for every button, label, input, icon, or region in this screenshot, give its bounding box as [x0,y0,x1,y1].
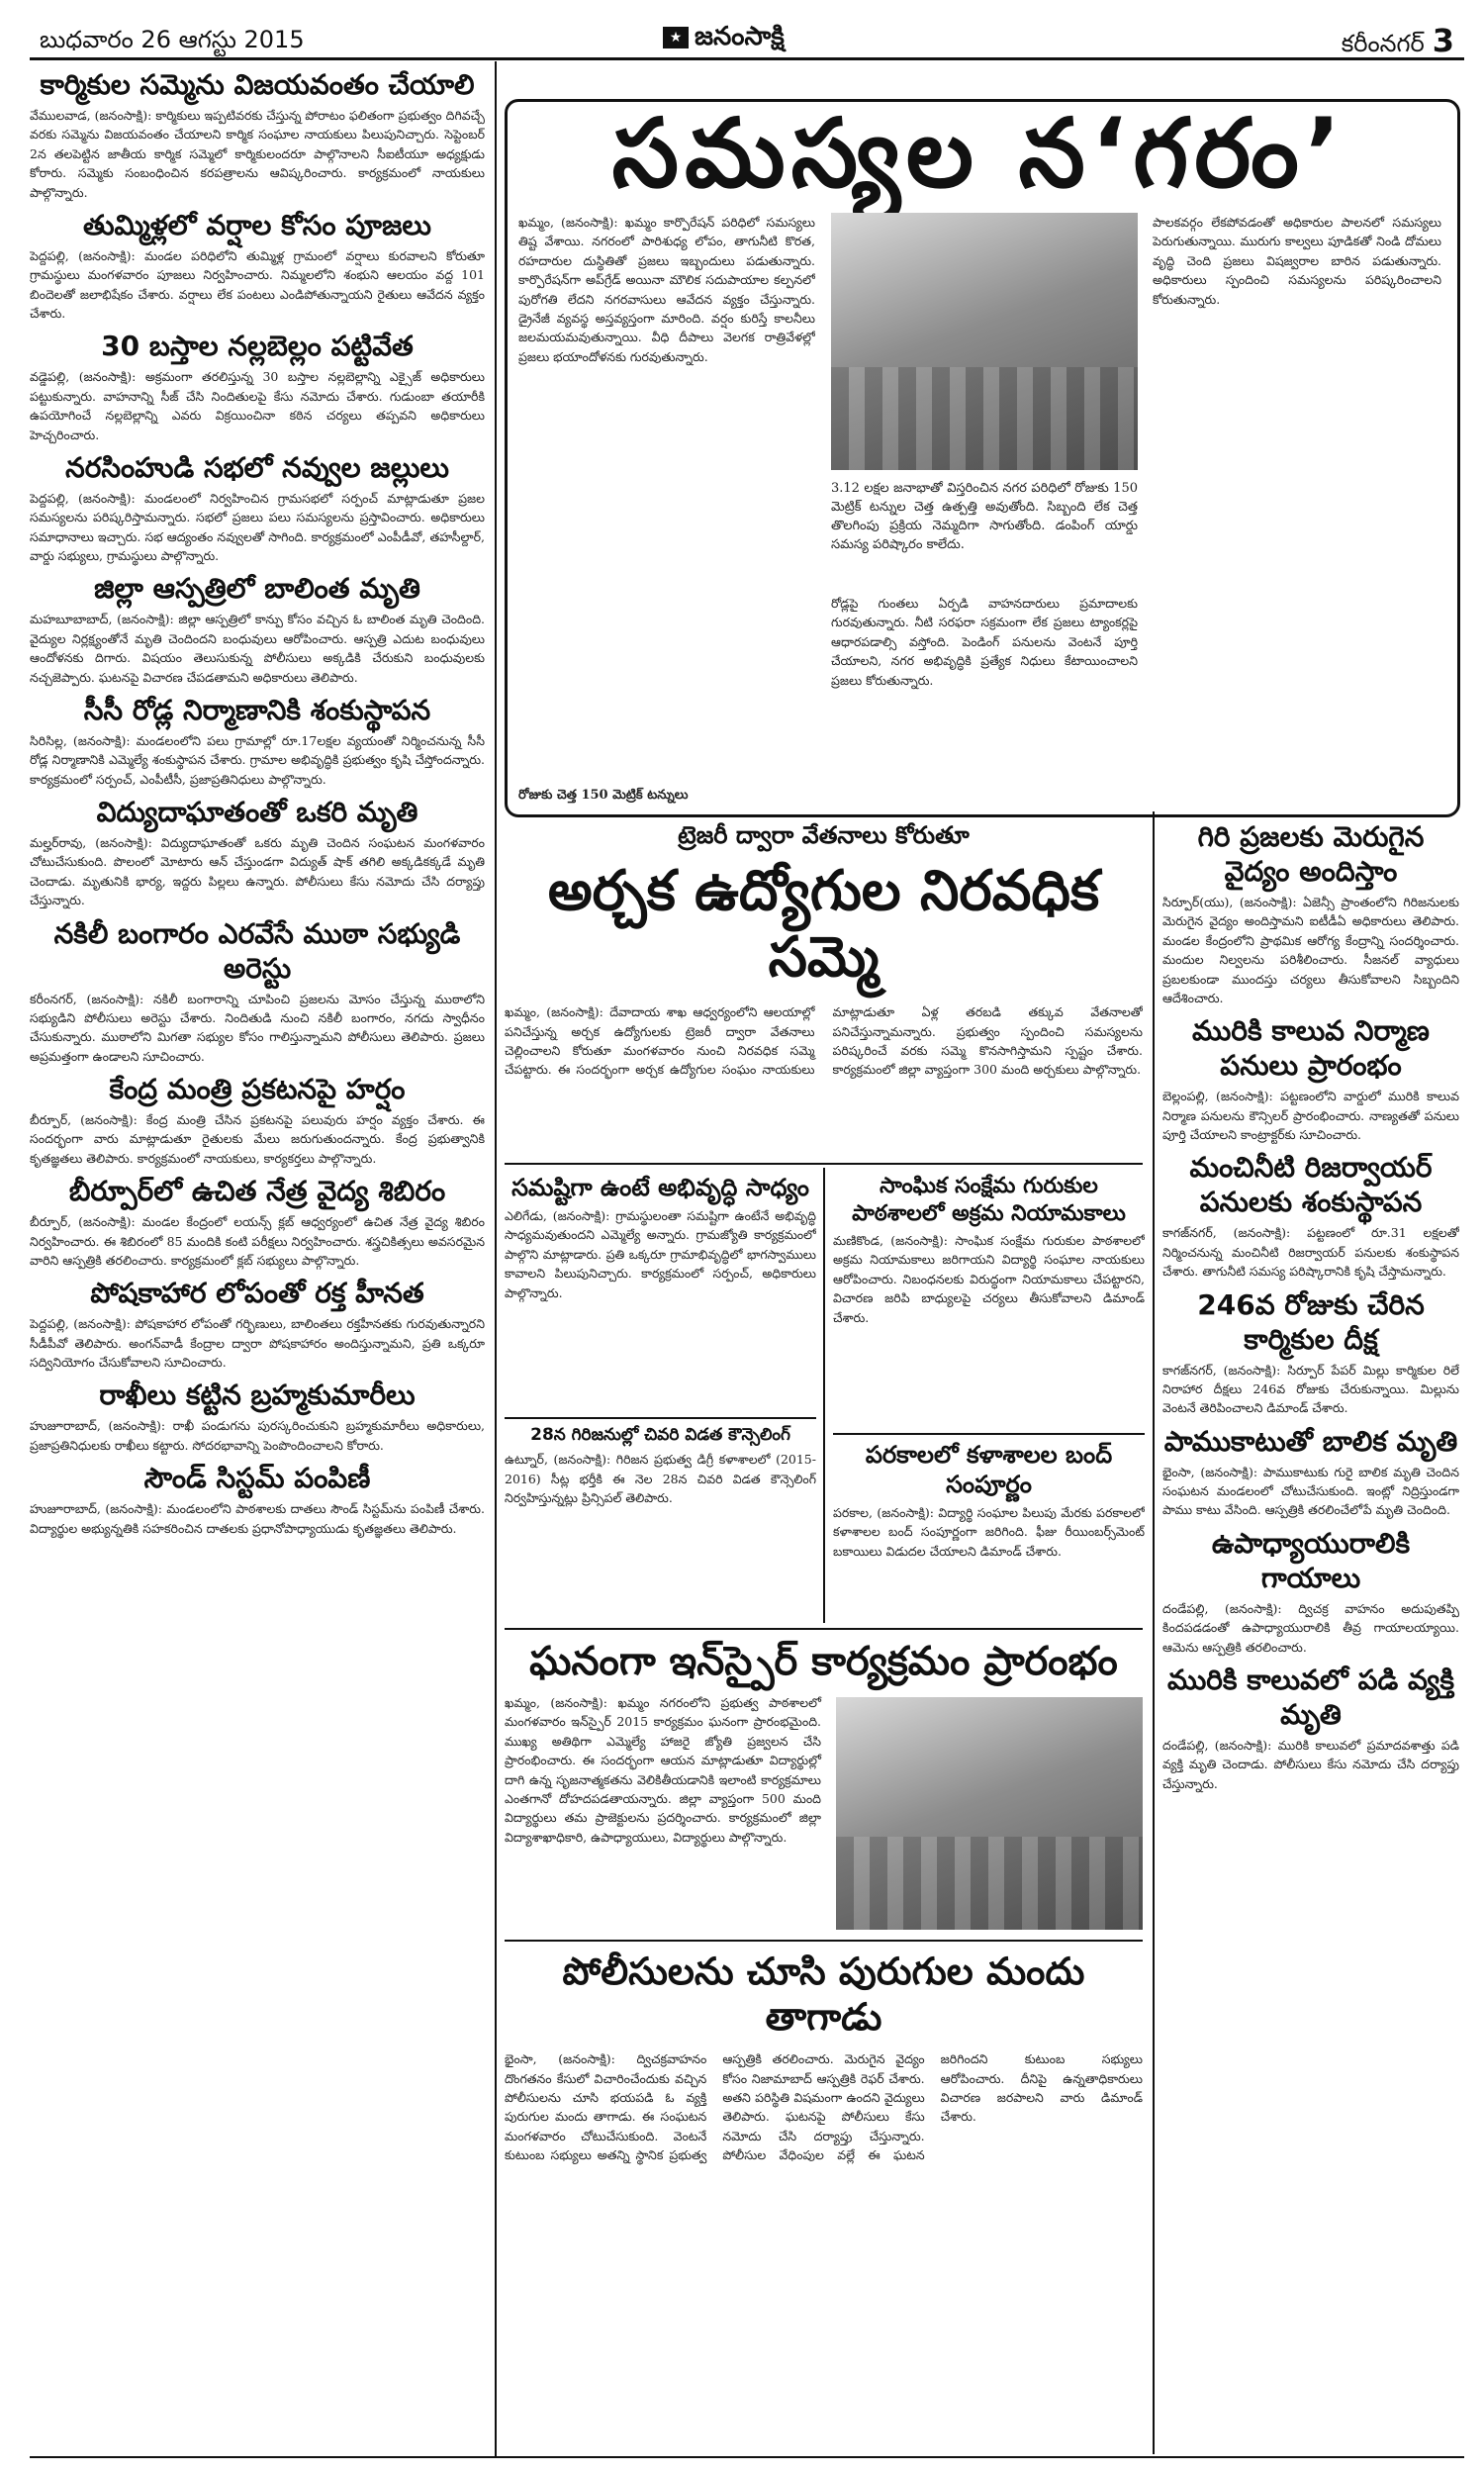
lead-body-3: పాలకవర్గం లేకపోవడంతో అధికారుల పాలనలో సమస్యలు పెరుగుతున్నాయి. మురుగు కాల్వలు పూడికతో నిండి దోమలు వృద్ధి చెంది ప్రజలు విషజ్వరాల బారిన పడుతున్నారు. అధికారులు స్పందించి సమస్యలను పరిష్కరించాలని కోరుతున్నారు. [1153,215,1441,307]
headline: మురికి కాలువలో పడి వ్యక్తి మృతి [1167,1663,1454,1731]
article [1162,1663,1459,1793]
article [30,67,485,202]
headline: తుమ్మిళ్లలో వర్షాల కోసం పూజలు [83,208,431,241]
inspire-photo [836,1697,1143,1930]
article-body: భైంసా, (జనంసాక్షి): ద్విచక్రవాహనం దొంగతనం కేసులో విచారించేందుకు వచ్చిన పోలీసులను చూసి భయపడి ఓ వ్యక్తి పురుగుల మందు తాగాడు. ఈ సంఘటన మంగళవారం చోటుచేసుకుంది. వెంటనే కుటుంబ సభ్యులు అతన్ని స్థానిక ప్రభుత్వ ఆస్పత్రికి తరలించారు. మెరుగైన వైద్యం కోసం నిజామాబాద్ ఆస్పత్రికి రెఫర్ చేశారు. అతని పరిస్థితి విషమంగా ఉందని వైద్యులు తెలిపారు. ఘటనపై పోలీసులు కేసు నమోదు చేసి దర్యాప్తు చేస్తున్నారు. పోలీసుల వేధింపుల వల్లే ఈ ఘటన జరిగిందని కుటుంబ సభ్యులు ఆరోపించారు. దీనిపై ఉన్నతాధికారులు విచారణ జరపాలని వారు డిమాండ్ చేశారు. [505,2051,1143,2163]
article [30,1174,485,1270]
article [1162,1150,1459,1281]
article [30,571,485,687]
article-body: మల్హర్‌రావు, (జనంసాక్షి): విద్యుదాఘాతంతో ఒకరు మృతి చెందిన సంఘటన మంగళవారం చోటుచేసుకుంది. పొలంలో మోటారు ఆన్ చేస్తుండగా విద్యుత్ షాక్ తగిలి అక్కడికక్కడే మృతి చెందాడు. మృతునికి భార్య, ఇద్దరు పిల్లలు ఉన్నారు. పోలీసులు కేసు నమోదు చేసి దర్యాప్తు చేస్తున్నారు. [30,835,485,908]
headline: కేంద్ర మంత్రి ప్రకటనపై హర్షం [109,1073,406,1105]
article-body: సిర్పూర్(యు), (జనంసాక్షి): ఏజెన్సీ ప్రాంతంలోని గిరిజనులకు మెరుగైన వైద్యం అందిస్తామని ఐటీడీఏ అధికారులు తెలిపారు. మండల కేంద్రంలోని ప్రాథమిక ఆరోగ్య కేంద్రాన్ని సందర్శించారు. మందుల నిల్వలను పరిశీలించారు. సీజనల్ వ్యాధులు ప్రబలకుండా ముందస్తు చర్యలు తీసుకోవాలని సిబ్బందిని ఆదేశించారు. [1162,895,1459,1005]
headline: కార్మికుల సమ్మెను విజయవంతం చేయాలి [40,68,475,101]
article [30,1276,485,1372]
article-body: దండేపల్లి, (జనంసాక్షి): మురికి కాలువలో ప్రమాదవశాత్తు పడి వ్యక్తి మృతి చెందాడు. పోలీసులు కేసు నమోదు చేసి దర్యాప్తు చేస్తున్నారు. [1162,1737,1459,1791]
article [1162,1013,1459,1144]
headline: నరసింహుడి సభలో నవ్వుల జల్లులు [65,450,449,484]
headline: రాఖీలు కట్టిన బ్రహ్మకుమారీలు [99,1379,416,1412]
article-body: సిరిసిల్ల, (జనంసాక్షి): మండలంలోని పలు గ్రామాల్లో రూ.17లక్షల వ్యయంతో నిర్మించనున్న సీసీ రోడ్ల నిర్మాణానికి ఎమ్మెల్యే శంకుస్థాపన చేశారు. గ్రామాల అభివృద్ధికి ప్రభుత్వం కృషి చేస్తోందన్నారు. కార్యక్రమంలో సర్పంచ్, ఎంపీటీసీ, ప్రజాప్రతినిధులు పాల్గొన్నారు. [30,732,485,787]
article [30,1072,485,1168]
headline: ఘనంగా ఇన్‌స్పైర్ కార్యక్రమం ప్రారంభం [529,1639,1118,1684]
police-story [505,1950,1143,2454]
lead-headline: సమస్యల న‘గరం’ [611,98,1347,209]
article-body: భైంసా, (జనంసాక్షి): పాముకాటుకు గురై బాలిక మృతి చెందిన సంఘటన మండలంలో చోటుచేసుకుంది. ఇంట్లో నిద్రిస్తుండగా పాము కాటు వేసింది. ఆస్పత్రికి తరలించేలోపే మృతి చెందింది. [1162,1464,1459,1518]
headline: జిల్లా ఆస్పత్రిలో బాలింత మృతి [94,572,420,606]
issue-date: బుధవారం 26 ఆగస్టు 2015 [40,26,305,53]
article [505,1425,816,1623]
headline: 30 బస్తాల నల్లబెల్లం పట్టివేత [101,330,414,363]
article [30,1378,485,1455]
lead-body-2: రోడ్లపై గుంతలు ఏర్పడి వాహనదారులు ప్రమాదాలకు గురవుతున్నారు. నీటి సరఫరా సక్రమంగా లేక ప్రజలు ట్యాంకర్లపై ఆధారపడాల్సి వస్తోంది. పెండింగ్ పనులను వెంటనే పూర్తి చేయాలని, నగర అభివృద్ధికి ప్రత్యేక నిధులు కేటాయించాలని ప్రజలు కోరుతున్నారు. [831,596,1138,688]
article [833,1440,1145,1623]
article-body: మహబూబాబాద్, (జనంసాక్షి): జిల్లా ఆస్పత్రిలో కాన్పు కోసం వచ్చిన ఓ బాలింత మృతి చెందింది. వైద్యుల నిర్లక్ష్యంతోనే మృతి చెందిందని బంధువులు ఆరోపించారు. ఆస్పత్రి ఎదుట బంధువులు ఆందోళనకు దిగారు. విషయం తెలుసుకున్న పోలీసులు అక్కడికి చేరుకుని బంధువులకు నచ్చజెప్పారు. ఘటనపై విచారణ చేపడతామని అధికారులు తెలిపారు. [30,612,485,685]
article-body: కాగజ్‌నగర్, (జనంసాక్షి): సిర్పూర్ పేపర్ మిల్లు కార్మికుల రిలే నిరాహార దీక్షలు 246వ రోజుకు చేరుకున్నాయి. మిల్లును వెంటనే తెరిపించాలని డిమాండ్ చేశారు. [1162,1362,1459,1416]
article-body: పరకాల, (జనంసాక్షి): విద్యార్థి సంఘాల పిలుపు మేరకు పరకాలలో కళాశాలల బంద్ సంపూర్ణంగా జరిగింది. ఫీజు రీయింబర్స్‌మెంట్ బకాయిలు విడుదల చేయాలని డిమాండ్ చేశారు. [833,1505,1145,1559]
headline: అర్చక ఉద్యోగుల నిరవధిక సమ్మె [547,858,1100,990]
headline: బీర్పూర్‌లో ఉచిత నేత్ర వైద్య శిబిరం [68,1175,446,1208]
article-body: దండేపల్లి, (జనంసాక్షి): ద్విచక్ర వాహనం అదుపుతప్పి కిందపడడంతో ఉపాధ్యాయురాలికి తీవ్ర గాయాలయ్యాయి. ఆమెను ఆస్పత్రికి తరలించారు. [1162,1600,1459,1655]
article-body: వడ్డెపల్లి, (జనంసాక్షి): అక్రమంగా తరలిస్తున్న 30 బస్తాల నల్లబెల్లాన్ని ఎక్సైజ్ అధికారులు పట్టుకున్నారు. వాహనాన్ని సీజ్ చేసి నిందితులపై కేసు నమోదు చేశారు. గుడుంబా తయారీకి ఉపయోగించే నల్లబెల్లాన్ని ఎవరు విక్రయించినా కఠిన చర్యలు తప్పవని అధికారులు హెచ్చరించారు. [30,369,485,442]
article-body: పెద్దపల్లి, (జనంసాక్షి): పోషకాహార లోపంతో గర్భిణులు, బాలింతలు రక్తహీనతకు గురవుతున్నారని సీడీపీవో తెలిపారు. అంగన్‌వాడీ కేంద్రాల ద్వారా పోషకాహారం అందిస్తున్నామని, ప్రతి ఒక్కరూ సద్వినియోగం చేసుకోవాలని సూచించారు. [30,1316,485,1370]
headline: సీసీ రోడ్ల నిర్మాణానికి శంకుస్థాపన [83,693,431,726]
article-body: బీర్పూర్, (జనంసాక్షి): మండల కేంద్రంలో లయన్స్ క్లబ్ ఆధ్వర్యంలో ఉచిత నేత్ర వైద్య శిబిరం నిర్వహించారు. ఈ శిబిరంలో 85 మందికి కంటి పరీక్షలు నిర్వహించారు. శస్త్రచికిత్సలు అవసరమైన వారిని ఆస్పత్రికి తరలించారు. కార్యక్రమంలో క్లబ్ సభ్యులు పాల్గొన్నారు. [30,1214,485,1268]
article [30,450,485,566]
headline: మంచినీటి రిజర్వాయర్ పనులకు శంకుస్థాపన [1189,1151,1433,1219]
article [1162,1424,1459,1520]
headline: సమష్టిగా ఉంటే అభివృద్ధి సాధ్యం [511,1174,809,1201]
headline: సౌండ్ సిస్టమ్ పంపిణీ [143,1462,371,1495]
article [1162,819,1459,1007]
article-body: హుజూరాబాద్, (జనంసాక్షి): రాఖీ పండుగను పురస్కరించుకుని బ్రహ్మకుమారీలు అధికారులు, ప్రజాప్రతినిధులకు రాఖీలు కట్టారు. సోదరభావాన్ని పెంపొందించాలని కోరారు. [30,1418,485,1453]
lead-body-1: ఖమ్మం, (జనంసాక్షి): ఖమ్మం కార్పొరేషన్ పరిధిలో సమస్యలు తిష్ట వేశాయి. నగరంలో పారిశుధ్య లోపం, తాగునీటి కొరత, రహదారుల దుస్థితితో ప్రజలు ఇబ్బందులు పడుతున్నారు. కార్పొరేషన్‌గా అప్‌గ్రేడ్ అయినా మౌలిక సదుపాయాల కల్పనలో పురోగతి లేదని నగరవాసులు ఆవేదన వ్యక్తం చేస్తున్నారు. డ్రైనేజీ వ్యవస్థ అస్తవ్యస్తంగా మారింది. వర్షం కురిస్తే కాలనీలు జలమయమవుతున్నాయి. వీధి దీపాలు వెలగక రాత్రివేళల్లో ప్రజలు భయాందోళనకు గురవుతున్నారు. [518,215,815,364]
headline: మురికి కాలువ నిర్మాణ పనులు ప్రారంభం [1192,1014,1430,1083]
section-name: కరీంనగర్ [1341,30,1425,57]
article [30,329,485,444]
headline: పోలీసులను చూసి పురుగుల మందు తాగాడు [562,1950,1085,2039]
article-body: పెద్దపల్లి, (జనంసాక్షి): మండలంలో నిర్వహించిన గ్రామసభలో సర్పంచ్ మాట్లాడుతూ ప్రజల సమస్యలను పరిష్కరిస్తామన్నారు. సభలో ప్రజలు పలు సమస్యలను ప్రస్తావించారు. అధికారులు సమాధానాలు ఇచ్చారు. సభ ఆద్యంతం నవ్వులతో సాగింది. కార్యక్రమంలో ఎంపీడీవో, తహసీల్దార్, వార్డు సభ్యులు, గ్రామస్థులు పాల్గొన్నారు. [30,490,485,563]
article [30,693,485,789]
article-body: పెద్దపల్లి, (జనంసాక్షి): మండల పరిధిలోని తుమ్మిళ్ల గ్రామంలో వర్షాలు కురవాలని కోరుతూ గ్రామస్థులు మంగళవారం పూజలు నిర్వహించారు. నిమ్మలలోని శంభుని ఆలయం వద్ద 101 బిందెలతో జలాభిషేకం చేశారు. వర్షాలు లేక పంటలు ఎండిపోతున్నాయని రైతులు ఆవేదన వ్యక్తం చేశారు. [30,247,485,321]
headline: 246వ రోజుకు చేరిన కార్మికుల దీక్ష [1197,1287,1425,1356]
article-body: ఖమ్మం, (జనంసాక్షి): ఖమ్మం నగరంలోని ప్రభుత్వ పాఠశాలలో మంగళవారం ఇన్‌స్పైర్ 2015 కార్యక్రమం ఘనంగా ప్రారంభమైంది. ముఖ్య అతిథిగా ఎమ్మెల్యే హాజరై జ్యోతి ప్రజ్వలన చేసి ప్రారంభించారు. ఈ సందర్భంగా ఆయన మాట్లాడుతూ విద్యార్థుల్లో దాగి ఉన్న సృజనాత్మకతను వెలికితీయడానికి ఇలాంటి కార్యక్రమాలు ఎంతగానో దోహదపడతాయన్నారు. జిల్లా వ్యాప్తంగా 500 మంది విద్యార్థులు తమ ప్రాజెక్టులను ప్రదర్శించారు. కార్యక్రమంలో జిల్లా విద్యాశాఖాధికారి, ఉపాధ్యాయులు, విద్యార్థులు పాల్గొన్నారు. [505,1695,821,1845]
headline: సాంఘిక సంక్షేమ గురుకుల పాఠశాలలో అక్రమ నియామకాలు [852,1174,1126,1226]
headline: పరకాలలో కళాశాలల బంద్ సంపూర్ణం [865,1441,1113,1498]
masthead [663,22,785,57]
article [505,1173,816,1415]
article [1162,1287,1459,1418]
article-body: మణికొండ, (జనంసాక్షి): సాంఘిక సంక్షేమ గురుకుల పాఠశాలలో అక్రమ నియామకాలు జరిగాయని విద్యార్థి సంఘాల నాయకులు ఆరోపించారు. నిబంధనలకు విరుద్ధంగా నియామకాలు చేపట్టారని, విచారణ జరిపి బాధ్యులపై చర్యలు తీసుకోవాలని డిమాండ్ చేశారు. [833,1233,1145,1325]
archaka-story [505,821,1143,1158]
headline: గిరి ప్రజలకు మెరుగైన వైద్యం అందిస్తాం [1197,820,1425,888]
right-column [1162,819,1459,2457]
article-body: ఎలిగేడు, (జనంసాక్షి): గ్రామస్థులంతా సమష్టిగా ఉంటేనే అభివృద్ధి సాధ్యమవుతుందని ఎమ్మెల్యే అన్నారు. గ్రామజ్యోతి కార్యక్రమంలో పాల్గొని మాట్లాడారు. ప్రతి ఒక్కరూ గ్రామాభివృద్ధిలో భాగస్వాములు కావాలని పిలుపునిచ్చారు. కార్యక్రమంలో సర్పంచ్, అధికారులు పాల్గొన్నారు. [505,1208,816,1300]
headline: విద్యుదాఘాతంతో ఒకరి మృతి [96,796,418,828]
article [30,916,485,1067]
masthead-logo-icon: ★ [663,27,689,48]
headline: నకిలీ బంగారం ఎరవేసే ముఠా సభ్యుడి అరెస్టు [53,916,461,985]
article [30,795,485,910]
article [30,208,485,324]
section-label [1342,22,1454,63]
article [1162,1526,1459,1657]
photo-caption: 3.12 లక్షల జనాభాతో విస్తరించిన నగర పరిధిలో రోజుకు 150 మెట్రిక్ టన్నుల చెత్త ఉత్పత్తి అవుతోంది. సిబ్బంది లేక చెత్త తొలగింపు ప్రక్రియ నెమ్మదిగా సాగుతోంది. డంపింగ్ యార్డు సమస్య పరిష్కారం కాలేదు. [831,481,1138,552]
headline: ఉపాధ్యాయురాలికి గాయాలు [1211,1526,1411,1594]
masthead-title: జనంసాక్షి [695,22,785,51]
article-body: కరీంనగర్, (జనంసాక్షి): నకిలీ బంగారాన్ని చూపించి ప్రజలను మోసం చేస్తున్న ముఠాలోని సభ్యుడిని పోలీసులు అరెస్టు చేశారు. నిందితుడి నుంచి నకిలీ బంగారం, నగదు స్వాధీనం చేసుకున్నారు. ముఠాలోని మిగతా సభ్యుల కోసం గాలిస్తున్నామని పోలీసులు తెలిపారు. ప్రజలు అప్రమత్తంగా ఉండాలని సూచించారు. [30,991,485,1064]
article-body: ఉట్నూర్, (జనంసాక్షి): గిరిజన ప్రభుత్వ డిగ్రీ కళాశాలలో (2015-2016) సీట్ల భర్తీకి ఈ నెల 28న చివరి విడత కౌన్సెలింగ్ నిర్వహిస్తున్నట్లు ప్రిన్సిపల్ తెలిపారు. [505,1452,816,1505]
article-body: హుజూరాబాద్, (జనంసాక్షి): మండలంలోని పాఠశాలకు దాతలు సౌండ్ సిస్టమ్‌ను పంపిణీ చేశారు. విద్యార్థుల అభ్యున్నతికి సహకరించిన దాతలకు ప్రధానోపాధ్యాయుడు కృతజ్ఞతలు తెలిపారు. [30,1501,485,1536]
city-photo [831,213,1138,470]
page-header [30,18,1464,60]
left-column [30,67,485,2457]
article-body: బీర్పూర్, (జనంసాక్షి): కేంద్ర మంత్రి చేసిన ప్రకటనపై పలువురు హర్షం వ్యక్తం చేశారు. ఈ సందర్భంగా వారు మాట్లాడుతూ రైతులకు మేలు జరుగుతుందన్నారు. కేంద్ర ప్రభుత్వానికి కృతజ్ఞతలు తెలిపారు. కార్యక్రమంలో నాయకులు, కార్యకర్తలు పాల్గొన్నారు. [30,1112,485,1166]
kicker: ట్రెజరీ ద్వారా వేతనాలు కోరుతూ [678,821,970,849]
article-body: కాగజ్‌నగర్, (జనంసాక్షి): పట్టణంలో రూ.31 లక్షలతో నిర్మించనున్న మంచినీటి రిజర్వాయర్ పనులకు శంకుస్థాపన చేశారు. తాగునీటి సమస్య పరిష్కారానికి కృషి చేస్తామన్నారు. [1162,1225,1459,1280]
article-body: ఖమ్మం, (జనంసాక్షి): దేవాదాయ శాఖ ఆధ్వర్యంలోని ఆలయాల్లో పనిచేస్తున్న అర్చక ఉద్యోగులకు ట్రెజరీ ద్వారా వేతనాలు చెల్లించాలని కోరుతూ మంగళవారం నుంచి నిరవధిక సమ్మె చేపట్టారు. ఈ సందర్భంగా అర్చక ఉద్యోగుల సంఘం నాయకులు మాట్లాడుతూ ఏళ్ల తరబడి తక్కువ వేతనాలతో పనిచేస్తున్నామన్నారు. ప్రభుత్వం స్పందించి సమస్యలను పరిష్కరించే వరకు సమ్మె కొనసాగిస్తామని స్పష్టం చేశారు. కార్యక్రమంలో జిల్లా వ్యాప్తంగా 300 మంది అర్చకులు పాల్గొన్నారు. [505,1004,1143,1078]
article-body: బెల్లంపల్లి, (జనంసాక్షి): పట్టణంలోని వార్డులో మురికి కాలువ నిర్మాణ పనులను కౌన్సిలర్ ప్రారంభించారు. నాణ్యతతో పనులు పూర్తి చేయాలని కాంట్రాక్టర్‌కు సూచించారు. [1162,1089,1459,1142]
headline: 28న గిరిజనుల్లో చివరి విడత కౌన్సెలింగ్ [530,1425,790,1445]
article-body: వేములవాడ, (జనంసాక్షి): కార్మికులు ఇప్పటివరకు చేస్తున్న పోరాటం ఫలితంగా ప్రభుత్వం దిగివచ్చే వరకు సమ్మెను విజయవంతం చేయాలని కార్మిక సంఘాల నాయకులు పిలుపునిచ్చారు. సెప్టెంబర్ 2న తలపెట్టిన జాతీయ కార్మిక సమ్మెలో కార్మికులందరూ పాల్గొనాలని సీఐటీయూ అధ్యక్షుడు కోరారు. సమ్మెకు సంబంధించిన కరపత్రాలను ఆవిష్కరించారు. కార్యక్రమంలో నాయకులు పాల్గొన్నారు. [30,108,485,200]
lead-footnote: రోజుకు చెత్త 150 మెట్రిక్ టన్నులు [518,788,689,803]
article [30,1461,485,1538]
headline: పోషకాహార లోపంతో రక్త హీనత [90,1277,424,1310]
headline: పాముకాటుతో బాలిక మృతి [1163,1424,1458,1458]
page-number: 3 [1432,22,1454,59]
article [833,1173,1145,1430]
